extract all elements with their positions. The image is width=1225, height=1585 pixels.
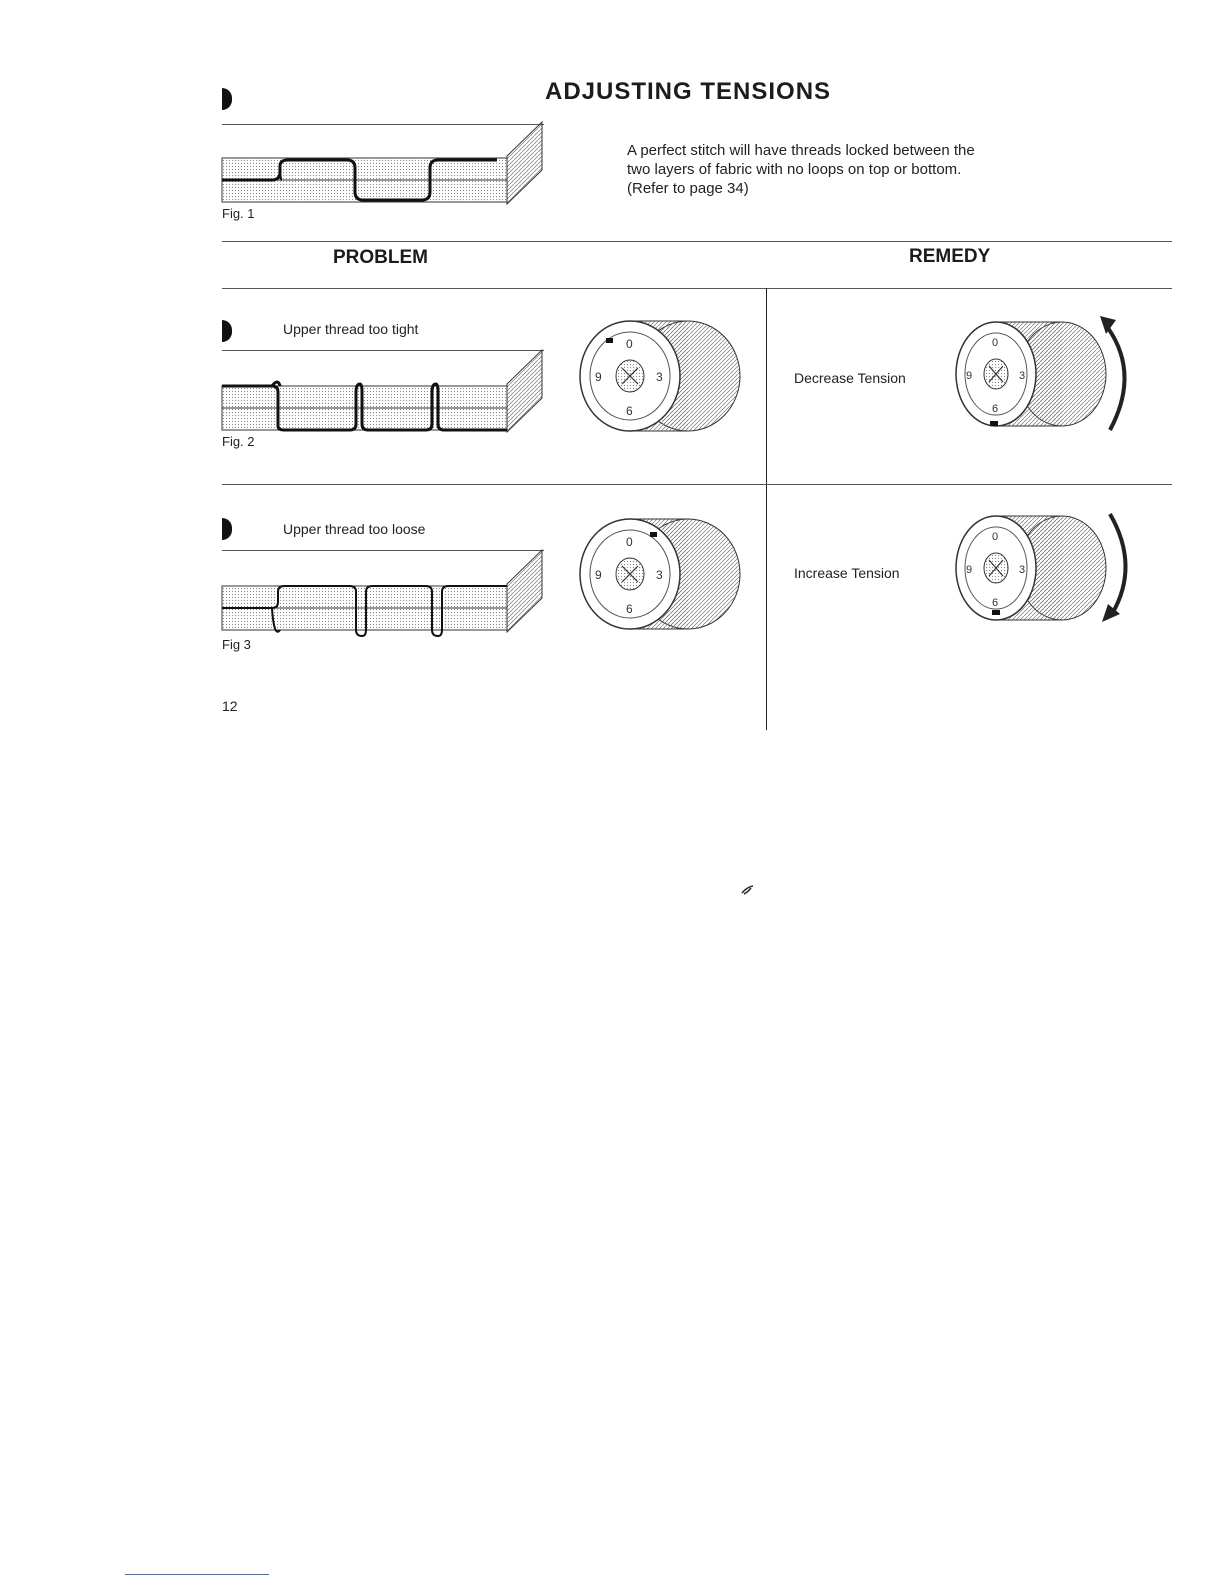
fig1-label: Fig. 1: [222, 206, 255, 221]
problem-column-header: PROBLEM: [333, 247, 428, 268]
row2-problem-text: Upper thread too loose: [283, 521, 426, 537]
row1-problem-dial-number-bottom: 6: [626, 404, 633, 418]
fig2-label: Fig. 2: [222, 434, 255, 449]
page-number: 12: [222, 698, 238, 714]
row2-problem-dial-number-right: 3: [656, 568, 663, 582]
row2-remedy-dial-number-right: 3: [1019, 564, 1026, 576]
row1-problem-dial-number-left: 9: [595, 370, 602, 384]
row1-bullet-marker: [222, 320, 232, 342]
page-title: ADJUSTING TENSIONS: [545, 78, 832, 105]
row2-bullet-marker: [222, 518, 232, 540]
tension-dial-icon: [578, 318, 748, 438]
rotation-arrow-icon-down: [1100, 510, 1140, 630]
intro-line-3: (Refer to page 34): [627, 180, 749, 197]
header-bottom-rule: [222, 288, 1172, 289]
tension-dial-icon: [952, 318, 1102, 433]
row1-remedy-dial-number-right: 3: [1019, 370, 1026, 382]
row1-problem-dial-number-top: 0: [626, 337, 633, 351]
row1-problem-text: Upper thread too tight: [283, 321, 419, 337]
remedy-column-header: REMEDY: [909, 246, 991, 267]
row2-problem-dial-number-top: 0: [626, 535, 633, 549]
fabric-stitch-diagram-fig1: [222, 120, 552, 200]
fig3-label: Fig 3: [222, 637, 251, 652]
table-top-rule: [222, 241, 1172, 242]
row2-remedy-dial-number-bottom: 6: [992, 597, 999, 609]
row1-remedy-dial-number-bottom: 6: [992, 403, 999, 415]
row1-problem-dial-number-right: 3: [656, 370, 663, 384]
row-divider-rule: [222, 484, 1172, 485]
row2-remedy-dial-number-top: 0: [992, 531, 999, 543]
rotation-arrow-icon-up: [1100, 314, 1140, 434]
fabric-stitch-diagram-fig3: [222, 548, 552, 638]
intro-paragraph: [627, 141, 1097, 198]
row1-remedy-dial-number-left: 9: [966, 370, 973, 382]
ink-mark-icon: [741, 885, 755, 895]
section-bullet-marker: [222, 88, 232, 110]
row1-remedy-text: Decrease Tension: [794, 370, 906, 386]
fabric-stitch-diagram-fig2: [222, 348, 552, 428]
row2-problem-dial-number-bottom: 6: [626, 602, 633, 616]
row2-remedy-dial-number-left: 9: [966, 564, 973, 576]
intro-line-1: A perfect stitch will have threads locked between the: [627, 142, 975, 159]
column-divider: [766, 288, 767, 730]
tension-dial-icon: [952, 512, 1102, 627]
row2-problem-dial-number-left: 9: [595, 568, 602, 582]
intro-line-2: two layers of fabric with no loops on top or bottom.: [627, 161, 962, 178]
row1-remedy-dial-number-top: 0: [992, 337, 999, 349]
tension-dial-icon: [578, 518, 748, 638]
row2-remedy-text: Increase Tension: [794, 565, 900, 581]
bottom-link-underline: [125, 1574, 269, 1575]
